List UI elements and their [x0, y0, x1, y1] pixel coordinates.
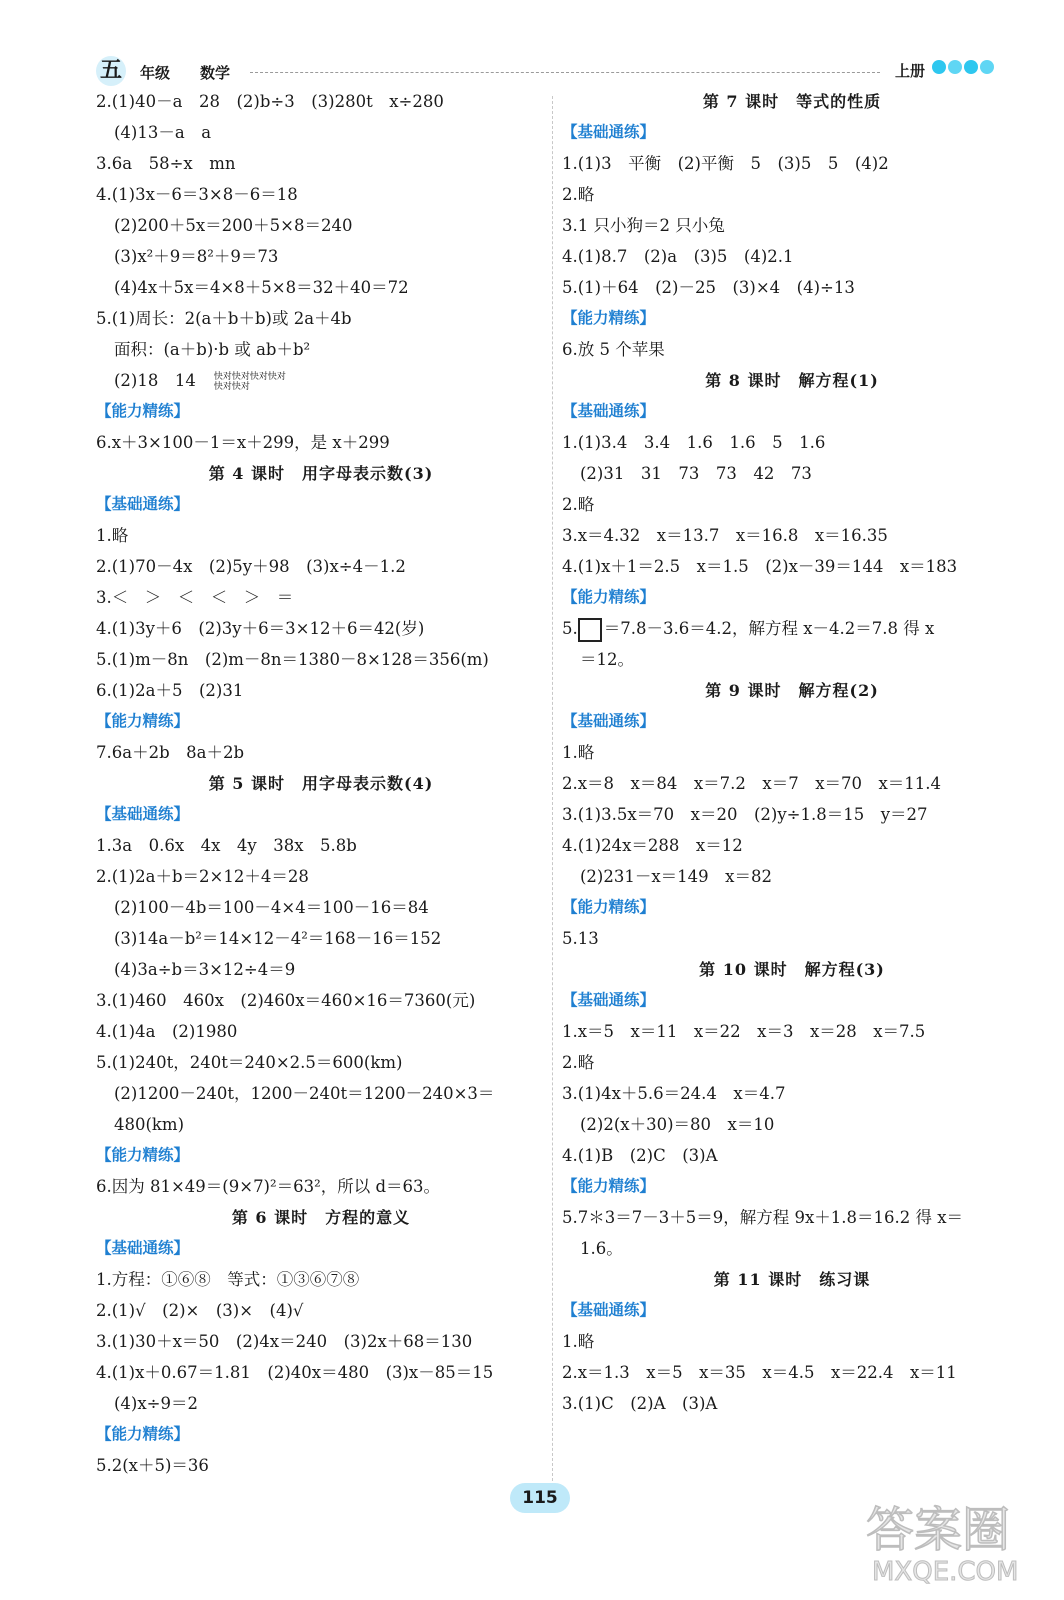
answer-line [96, 954, 546, 985]
answer-text: (2)100－4b＝100－4×4＝100－16＝84 [114, 898, 429, 917]
answer-text: 2.(1)√ (2)× (3)× (4)√ [96, 1301, 304, 1320]
answer-text: 5.(1)周长：2(a＋b＋b)或 2a＋4b [96, 309, 352, 328]
blank-box-icon [578, 618, 602, 642]
answer-text: 4.(1)24x＝288 x＝12 [562, 836, 743, 855]
answer-line [562, 1233, 1022, 1264]
answer-line [96, 117, 546, 148]
answer-text: (4)x÷9＝2 [114, 1394, 198, 1413]
answer-line [562, 1326, 1022, 1357]
answer-line [96, 551, 546, 582]
lesson-title: 第 11 课时 练习课 [713, 1270, 871, 1289]
answer-line [96, 985, 546, 1016]
answer-line [96, 1078, 546, 1109]
answer-line [96, 272, 546, 303]
answer-text: 1.3a 0.6x 4x 4y 38x 5.8b [96, 836, 357, 855]
grade-label: 年级 [140, 64, 171, 82]
answer-text: 2.略 [562, 185, 595, 204]
section-heading: 【能力精练】 [562, 309, 656, 327]
answer-line [96, 613, 546, 644]
subject-label: 数学 [200, 64, 231, 82]
answer-line [96, 86, 546, 117]
answer-text: 2.x＝8 x＝84 x＝7.2 x＝7 x＝70 x＝11.4 [562, 774, 942, 793]
answer-text: (2)2(x＋30)＝80 x＝10 [580, 1115, 775, 1134]
section-heading: 【能力精练】 [562, 898, 656, 916]
answer-text: 6.(1)2a＋5 (2)31 [96, 681, 244, 700]
section-heading: 【能力精练】 [96, 1146, 190, 1164]
answer-text: 3.(1)3.5x＝70 x＝20 (2)y÷1.8＝15 y＝27 [562, 805, 928, 824]
section-heading: 【基础通练】 [562, 712, 656, 730]
section-heading: 【基础通练】 [562, 123, 656, 141]
answer-line [562, 1388, 1022, 1419]
page-header [0, 0, 1064, 88]
answer-text: 5.7＊3＝7－3＋5＝9，解方程 9x＋1.8＝16.2 得 x＝ [562, 1208, 964, 1227]
answer-line [562, 520, 1022, 551]
answer-text: 4.(1)x＋0.67＝1.81 (2)40x＝480 (3)x－85＝15 [96, 1363, 494, 1382]
answer-line [96, 675, 546, 706]
answer-line [96, 303, 546, 334]
answer-line [96, 427, 546, 458]
answer-text: 4.(1)3x－6＝3×8－6＝18 [96, 185, 298, 204]
answer-text: (2)31 31 73 73 42 73 [580, 464, 812, 483]
answer-line [562, 1047, 1022, 1078]
answer-text: (4)4x＋5x＝4×8＋5×8＝32＋40＝72 [114, 278, 409, 297]
answer-line [96, 861, 546, 892]
answer-line [562, 923, 1022, 954]
lesson-title: 第 5 课时 用字母表示数(4) [208, 774, 434, 793]
left-answer-column [96, 86, 546, 1481]
column-divider [552, 96, 553, 1496]
handwritten-note: 快对快对快对快对快对快对 [213, 371, 286, 392]
answer-line [562, 768, 1022, 799]
section-heading: 【能力精练】 [96, 712, 190, 730]
answer-text: 3.(1)460 460x (2)460x＝460×16＝7360(元) [96, 991, 476, 1010]
svg-text:MXQE.COM: MXQE.COM [872, 1557, 1019, 1587]
answer-line [96, 1357, 546, 1388]
answer-line [562, 148, 1022, 179]
answer-line [562, 1109, 1022, 1140]
section-heading: 【基础通练】 [562, 991, 656, 1009]
answer-line [96, 241, 546, 272]
answer-text: ＝12。 [580, 650, 634, 669]
answer-line [562, 1202, 1022, 1233]
answer-text: 4.(1)x＋1＝2.5 x＝1.5 (2)x－39＝144 x＝183 [562, 557, 958, 576]
answer-line [96, 334, 546, 365]
answer-text: 1.方程：①⑥⑧ 等式：①③⑥⑦⑧ [96, 1270, 360, 1289]
answer-text: 1.6。 [580, 1239, 623, 1258]
answer-text: 4.(1)4a (2)1980 [96, 1022, 238, 1041]
answer-line [96, 1450, 546, 1481]
answer-text: (4)3a÷b＝3×12÷4＝9 [114, 960, 296, 979]
answer-text: (2)200＋5x＝200＋5×8＝240 [114, 216, 353, 235]
grade-badge: 五 [96, 56, 126, 86]
answer-text: 480(km) [114, 1115, 185, 1134]
answer-line [96, 179, 546, 210]
answer-line [562, 458, 1022, 489]
answer-text: (3)x²＋9＝8²＋9＝73 [114, 247, 279, 266]
section-heading: 【能力精练】 [96, 402, 190, 420]
answer-line [562, 613, 1022, 644]
answer-text: 2.略 [562, 1053, 595, 1072]
answer-text: 1.(1)3 平衡 (2)平衡 5 (3)5 5 (4)2 [562, 154, 889, 173]
answer-text: 3.x＝4.32 x＝13.7 x＝16.8 x＝16.35 [562, 526, 888, 545]
answer-text: 1.略 [562, 1332, 595, 1351]
answer-line [562, 830, 1022, 861]
answer-text: 1.x＝5 x＝11 x＝22 x＝3 x＝28 x＝7.5 [562, 1022, 926, 1041]
answer-text: 4.(1)3y＋6 (2)3y＋6＝3×12＋6＝42(岁) [96, 619, 425, 638]
answer-text: ＝7.8－3.6＝4.2，解方程 x－4.2＝7.8 得 x [603, 619, 935, 638]
answer-line [96, 1295, 546, 1326]
answer-line [562, 1357, 1022, 1388]
section-heading: 【基础通练】 [96, 1239, 190, 1257]
answer-text: 5.(1)＋64 (2)－25 (3)×4 (4)÷13 [562, 278, 855, 297]
answer-text: 5.(1)240t，240t＝240×2.5＝600(km) [96, 1053, 403, 1072]
lesson-title: 第 9 课时 解方程(2) [705, 681, 879, 700]
section-heading: 【基础通练】 [562, 1301, 656, 1319]
header-decoration-dots [932, 60, 994, 74]
answer-line [96, 1109, 546, 1140]
answer-line [96, 1388, 546, 1419]
answer-line [96, 1016, 546, 1047]
section-heading: 【基础通练】 [562, 402, 656, 420]
answer-line [562, 799, 1022, 830]
section-heading: 【能力精练】 [562, 588, 656, 606]
answer-text: 1.略 [562, 743, 595, 762]
answer-text: 2.x＝1.3 x＝5 x＝35 x＝4.5 x＝22.4 x＝11 [562, 1363, 957, 1382]
answer-text: 2.(1)2a＋b＝2×12＋4＝28 [96, 867, 309, 886]
section-heading: 【基础通练】 [96, 495, 190, 513]
answer-text: 2.(1)70－4x (2)5y＋98 (3)x÷4－1.2 [96, 557, 406, 576]
answer-line [562, 210, 1022, 241]
volume-label: 上册 [895, 62, 926, 80]
answer-text: 3.1 只小狗＝2 只小兔 [562, 216, 725, 235]
answer-line [562, 334, 1022, 365]
answer-line [562, 644, 1022, 675]
lesson-title: 第 8 课时 解方程(1) [705, 371, 879, 390]
answer-text: 5.(1)m－8n (2)m－8n＝1380－8×128＝356(m) [96, 650, 489, 669]
answer-text: 2.(1)40－a 28 (2)b÷3 (3)280t x÷280 [96, 92, 444, 111]
page-number: 115 [510, 1483, 570, 1513]
answer-text: 7.6a＋2b 8a＋2b [96, 743, 245, 762]
answer-text: 6.放 5 个苹果 [562, 340, 665, 359]
answer-text: (3)14a－b²＝14×12－4²＝168－16＝152 [114, 929, 442, 948]
answer-text: 4.(1)B (2)C (3)A [562, 1146, 718, 1165]
answer-line [562, 551, 1022, 582]
answer-text: 5.2(x＋5)＝36 [96, 1456, 209, 1475]
answer-line [96, 1264, 546, 1295]
answer-text: (2)18 14 [114, 371, 196, 390]
answer-line [96, 148, 546, 179]
answer-text: (4)13－a a [114, 123, 212, 142]
answer-text: 面积：(a＋b)·b 或 ab＋b² [114, 340, 311, 359]
answer-text: 3.＜ ＞ ＜ ＜ ＞ ＝ [96, 588, 294, 607]
answer-line [562, 427, 1022, 458]
answer-line [96, 737, 546, 768]
answer-text: 3.(1)4x＋5.6＝24.4 x＝4.7 [562, 1084, 786, 1103]
answer-line [96, 1326, 546, 1357]
answer-text: 6.x＋3×100－1＝x＋299，是 x＋299 [96, 433, 390, 452]
answer-line [96, 520, 546, 551]
lesson-title: 第 4 课时 用字母表示数(3) [208, 464, 434, 483]
svg-text:答案圈: 答案圈 [866, 1502, 1011, 1558]
answer-text: 4.(1)8.7 (2)a (3)5 (4)2.1 [562, 247, 794, 266]
answer-line [96, 1171, 546, 1202]
lesson-title: 第 10 课时 解方程(3) [699, 960, 885, 979]
answer-line [96, 582, 546, 613]
answer-line [96, 1047, 546, 1078]
answer-line [96, 892, 546, 923]
answer-text: 3.(1)C (2)A (3)A [562, 1394, 718, 1413]
answer-text: 1.略 [96, 526, 129, 545]
section-heading: 【能力精练】 [562, 1177, 656, 1195]
lesson-title: 第 6 课时 方程的意义 [231, 1208, 411, 1227]
lesson-title: 第 7 课时 等式的性质 [702, 92, 882, 111]
answer-number: 5. [562, 619, 578, 638]
answer-line [96, 644, 546, 675]
answer-line [562, 1078, 1022, 1109]
section-heading: 【基础通练】 [96, 805, 190, 823]
answer-line [562, 272, 1022, 303]
answer-line [96, 830, 546, 861]
answer-text: (2)1200－240t，1200－240t＝1200－240×3＝ [114, 1084, 495, 1103]
answer-line [562, 489, 1022, 520]
answer-line [562, 861, 1022, 892]
answer-text: 6.因为 81×49＝(9×7)²＝63²，所以 d＝63。 [96, 1177, 441, 1196]
answer-line [96, 365, 546, 396]
section-heading: 【能力精练】 [96, 1425, 190, 1443]
watermark-logo [858, 1488, 1048, 1588]
header-rule [250, 72, 880, 73]
answer-line [562, 1016, 1022, 1047]
answer-line [562, 241, 1022, 272]
answer-text: 5.13 [562, 929, 599, 948]
answer-text: (2)231－x＝149 x＝82 [580, 867, 772, 886]
answer-line [562, 737, 1022, 768]
answer-line [562, 1140, 1022, 1171]
answer-line [96, 923, 546, 954]
answer-line [562, 179, 1022, 210]
answer-text: 3.6a 58÷x mn [96, 154, 236, 173]
answer-text: 2.略 [562, 495, 595, 514]
right-answer-column [562, 86, 1022, 1419]
answer-line [96, 210, 546, 241]
answer-text: 1.(1)3.4 3.4 1.6 1.6 5 1.6 [562, 433, 826, 452]
answer-text: 3.(1)30＋x＝50 (2)4x＝240 (3)2x＋68＝130 [96, 1332, 473, 1351]
